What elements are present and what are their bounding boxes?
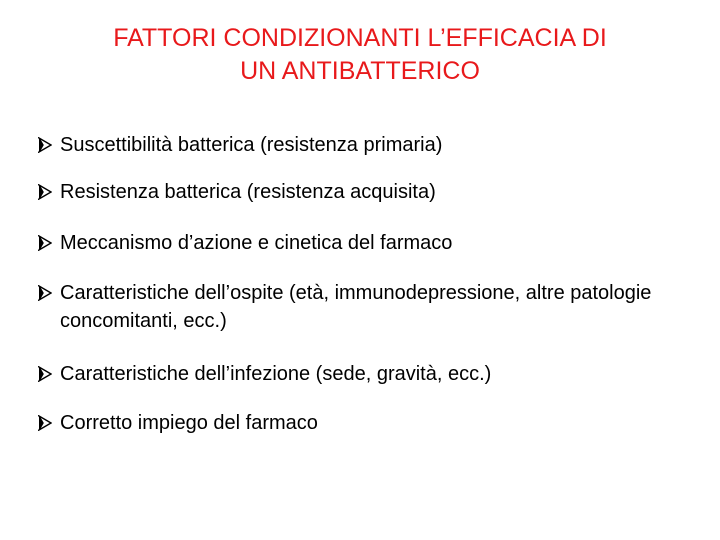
bullet-item-6 bbox=[38, 409, 698, 437]
bullet-item-4 bbox=[38, 279, 698, 335]
slide-title bbox=[20, 22, 700, 88]
arrow-bullet-icon bbox=[38, 131, 60, 159]
bullet-item-5 bbox=[38, 360, 698, 388]
arrow-bullet-icon bbox=[38, 360, 60, 388]
bullet-item-2 bbox=[38, 178, 698, 206]
bullet-text: Caratteristiche dell’ospite (età, immunodepressione, altre patologie concomitanti, ecc.) bbox=[60, 282, 652, 332]
bullet-text: Suscettibilità batterica (resistenza primaria) bbox=[60, 134, 443, 156]
bullet-text: Resistenza batterica (resistenza acquisita) bbox=[60, 181, 436, 203]
title-line-1: FATTORI CONDIZIONANTI L’EFFICACIA DI bbox=[113, 24, 607, 52]
bullet-item-3 bbox=[38, 229, 698, 257]
arrow-bullet-icon bbox=[38, 409, 60, 437]
arrow-bullet-icon bbox=[38, 178, 60, 206]
title-line-2: UN ANTIBATTERICO bbox=[240, 57, 480, 85]
bullet-text: Caratteristiche dell’infezione (sede, gravità, ecc.) bbox=[60, 363, 492, 385]
arrow-bullet-icon bbox=[38, 279, 60, 307]
bullet-text: Corretto impiego del farmaco bbox=[60, 412, 318, 434]
arrow-bullet-icon bbox=[38, 229, 60, 257]
bullet-text: Meccanismo d’azione e cinetica del farmaco bbox=[60, 232, 453, 254]
bullet-item-1 bbox=[38, 131, 698, 159]
